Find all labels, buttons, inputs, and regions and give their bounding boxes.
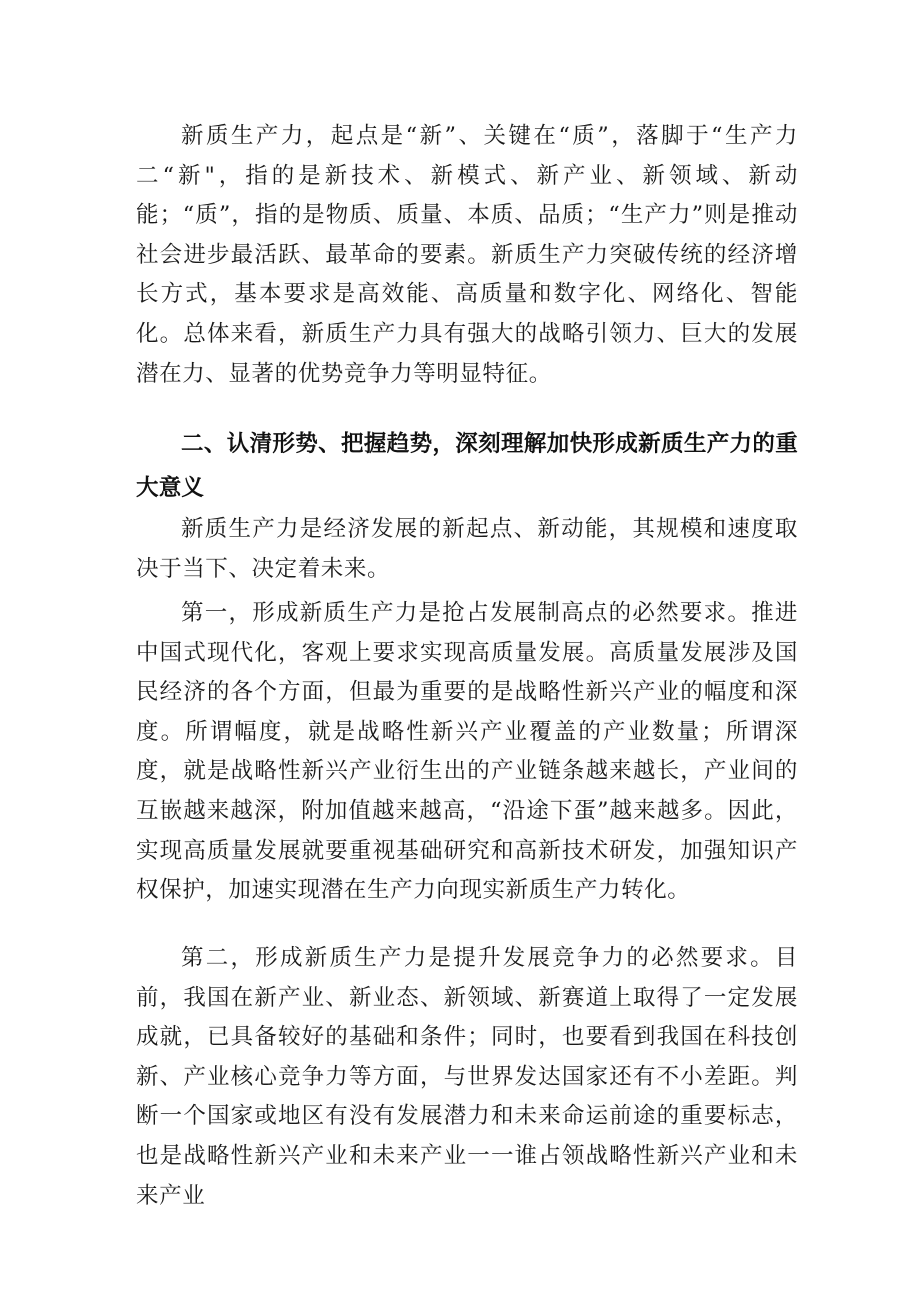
- paragraph-point-two: 第二，形成新质生产力是提升发展竞争力的必然要求。目前，我国在新产业、新业态、新领域、新赛道上取得了一定发展成就，已具备较好的基础和条件；同时，也要看到我国在科技创新、产业核心竞争力等方面，与世界发达国家还有不小差距。判断一个国家或地区有没有发展潜力和未来命运前途的重要标志，也是战略性新兴产业和未来产业一一谁占领战略性新兴产业和未来产业: [136, 945, 798, 1209]
- section-heading-block: [136, 422, 798, 510]
- point-one-paragraph: [136, 594, 798, 911]
- section-intro-paragraph: [136, 510, 798, 589]
- point-two-paragraph: [136, 939, 798, 1216]
- paragraph-point-one: 第一，形成新质生产力是抢占发展制高点的必然要求。推进中国式现代化，客观上要求实现高质量发展。高质量发展涉及国民经济的各个方面，但最为重要的是战略性新兴产业的幅度和深度。所谓幅度，就是战略性新兴产业覆盖的产业数量；所谓深度，就是战略性新兴产业衍生出的产业链条越来越长，产业间的互嵌越来越深，附加值越来越高，“沿途下蛋”越来越多。因此，实现高质量发展就要重视基础研究和高新技术研发，加强知识产权保护，加速实现潜在生产力向现实新质生产力转化。: [136, 600, 798, 904]
- section-heading: 二、认清形势、把握趋势，深刻理解加快形成新质生产力的重大意义: [136, 431, 798, 501]
- intro-paragraph: [136, 117, 798, 394]
- paragraph-section-intro: 新质生产力是经济发展的新起点、新动能，其规模和速度取决于当下、决定着未来。: [136, 516, 798, 582]
- paragraph-new-quality-productivity: 新质生产力，起点是“新”、关键在“质”，落脚于“生产力二“新"，指的是新技术、新模式、新产业、新领域、新动能；“质”，指的是物质、质量、本质、品质；“生产力”则是推动社会进步最活跃、最革命的要素。新质生产力突破传统的经济增长方式，基本要求是高效能、高质量和数字化、网络化、智能化。总体来看，新质生产力具有强大的战略引领力、巨大的发展潜在力、显著的优势竞争力等明显特征。: [136, 123, 798, 387]
